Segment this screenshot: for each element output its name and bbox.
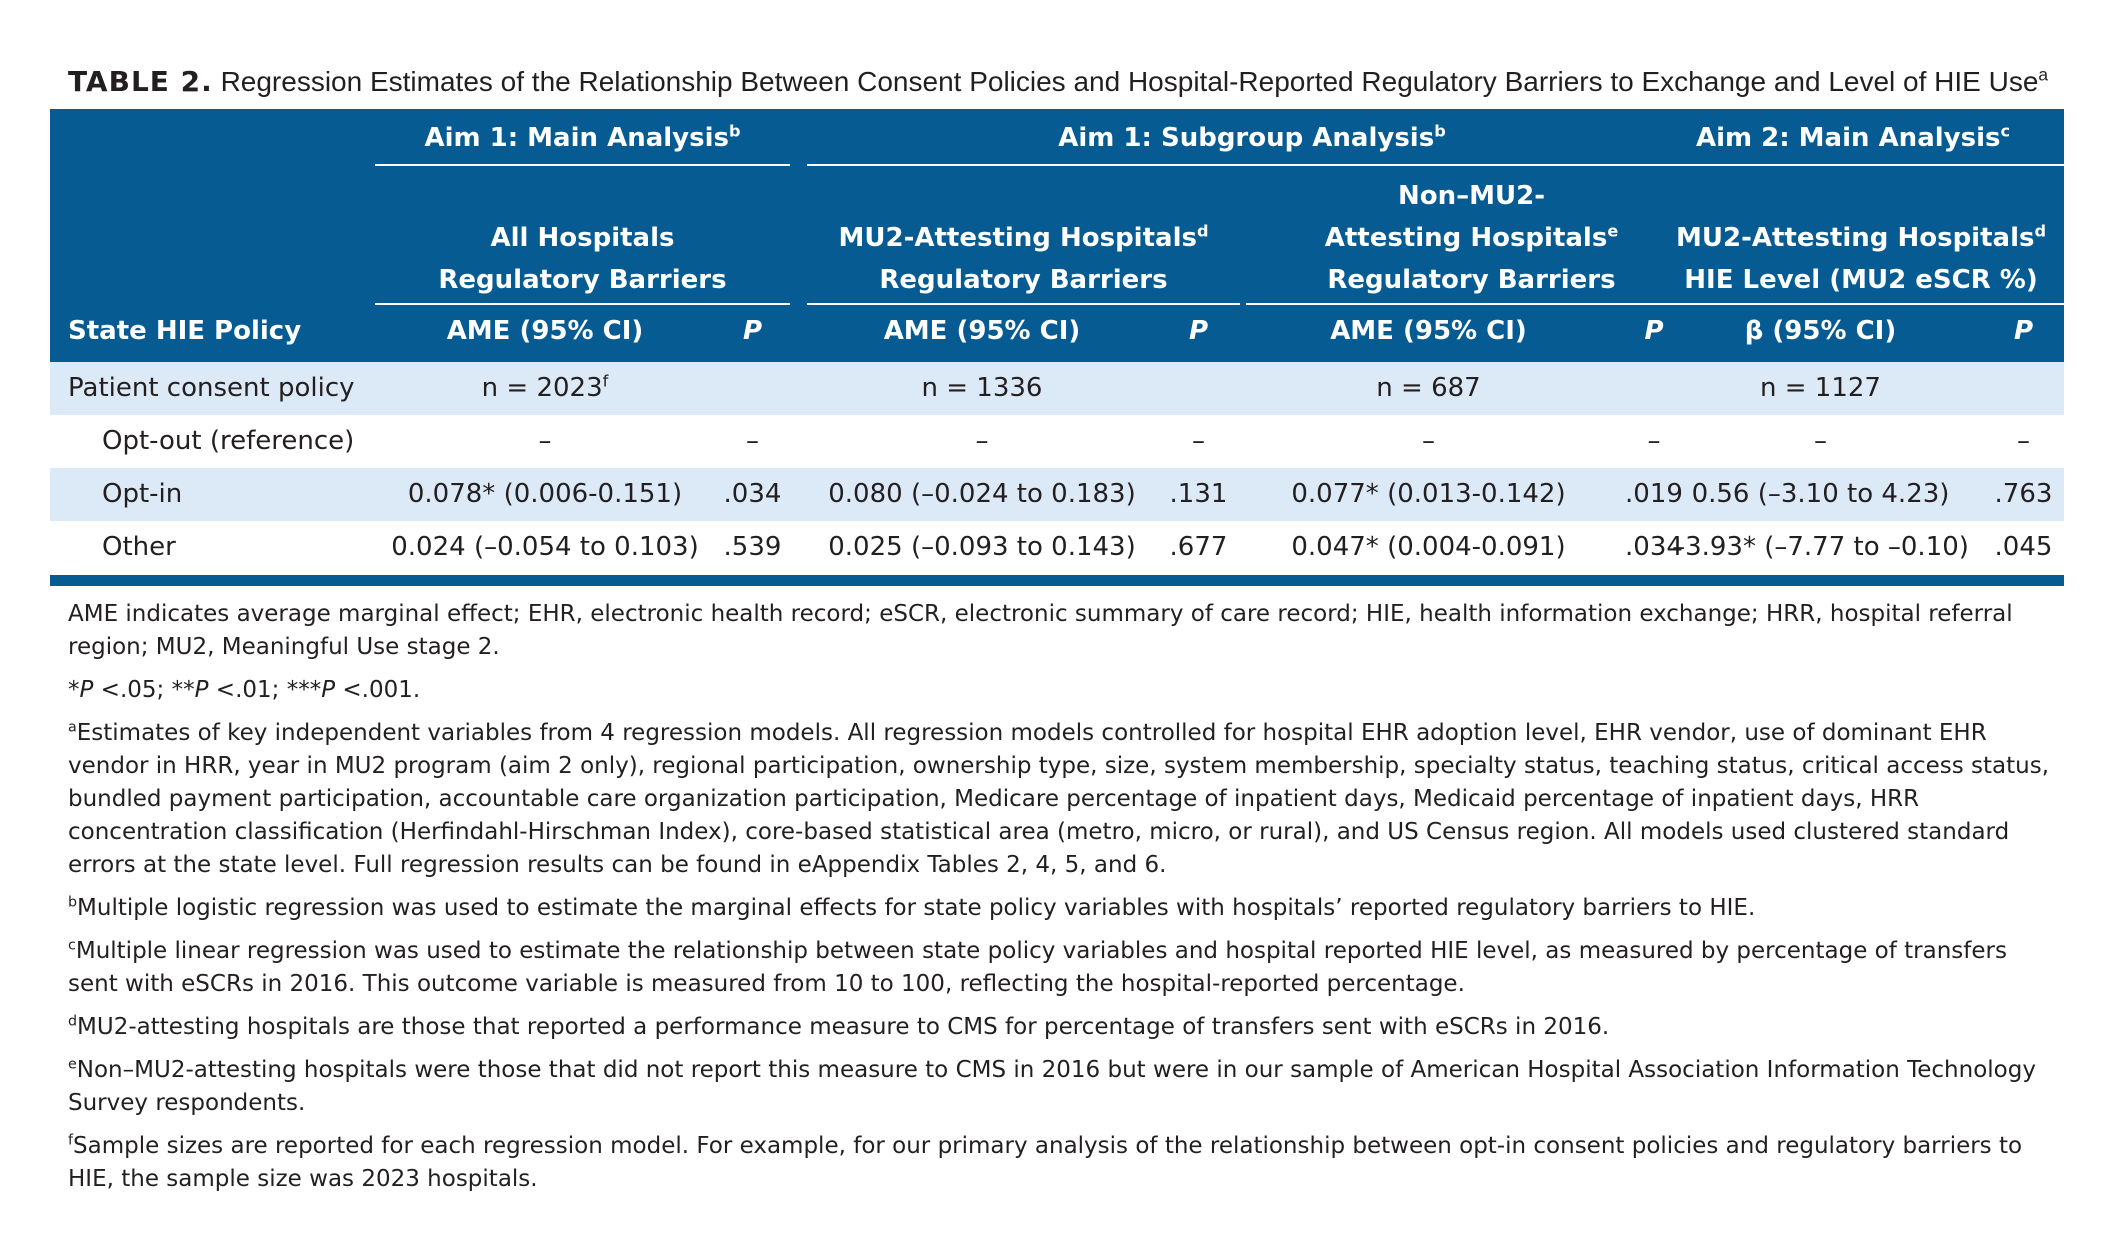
group-header-aim1-subgroup: Aim 1: Subgroup Analysis$^b$ bbox=[1058, 121, 1446, 153]
column-header-beta: β (95% CI) bbox=[1744, 316, 1897, 346]
sub-rule-1 bbox=[375, 303, 790, 305]
title-footnote-mark: a bbox=[2038, 64, 2049, 85]
estimate-cell: 0.077* (0.013-0.142) bbox=[1291, 479, 1566, 509]
footnote-a: $^a$Estimates of key independent variables from 4 regression models. All regression models controlled for hospital EHR adoption level, EHR vendor, use of dominant EHR vendor in HRR, year in MU2 program (aim 2 only), regional participation, ownership type, size, system membership, specialty status, teaching status, critical access status, bundled payment participation, accountable care organization participation, Medicare percentage of inpatient days, Medicaid percentage of inpatient days, HRR concentration classification (Herfindahl-Hirschman Index), core-based statistical area (metro, micro, or rural), and US Census region. All models used clustered standard errors at the state level. Full regression results can be found in eAppendix Tables 2, 4, 5, and 6. bbox=[68, 719, 2050, 878]
estimate-cell: 0.56 (–3.10 to 4.23) bbox=[1691, 479, 1950, 509]
p-value-cell: .677 bbox=[1169, 532, 1228, 562]
p-value-cell: .034 bbox=[723, 479, 782, 509]
table-row-other bbox=[50, 521, 2064, 574]
p-value-cell: .539 bbox=[723, 532, 782, 562]
column-header-p-1: P bbox=[742, 316, 763, 346]
estimate-cell: 0.024 (–0.054 to 0.103) bbox=[391, 532, 699, 562]
table-caption: Regression Estimates of the Relationship Between Consent Policies and Hospital-Reported Regulatory Barriers to Exchange and Level of HIE Use bbox=[220, 66, 2039, 97]
subheader-all-hospitals: All Hospitals Regulatory Barriers bbox=[438, 223, 727, 295]
estimate-cell: – bbox=[1814, 426, 1827, 456]
table-bottom-bar bbox=[50, 575, 2064, 586]
sub-rule-2 bbox=[807, 303, 1240, 305]
estimate-cell: – bbox=[1422, 426, 1435, 456]
column-header-state-hie-policy: State HIE Policy bbox=[68, 316, 302, 346]
row-label: Patient consent policy bbox=[68, 373, 355, 403]
estimate-cell: 0.080 (–0.024 to 0.183) bbox=[828, 479, 1136, 509]
estimate-cell: – bbox=[538, 426, 552, 456]
group-rule-3 bbox=[1658, 164, 2064, 166]
footnote-significance: *P <.05; **P <.01; ***P <.001. bbox=[68, 677, 421, 703]
column-header-ame-2: AME (95% CI) bbox=[883, 316, 1081, 346]
group-rule-1 bbox=[375, 164, 790, 166]
sample-size-cell: $n = 2023^f$ bbox=[481, 371, 609, 403]
group-rule-2 bbox=[807, 164, 1697, 166]
footnote-e: $^e$Non–MU2-attesting hospitals were those that did not report this measure to CMS in 2016 but were in our sample of American Hospital Association Information Technology Survey respondents. bbox=[68, 1056, 2036, 1116]
footnote-c: $^c$Multiple linear regression was used to estimate the relationship between state policy variables and hospital reported HIE level, as measured by percentage of transfers sent with eSCRs in 2016. This outcome variable is measured from 10 to 100, reflecting the hospital-reported percentage. bbox=[68, 937, 2007, 997]
estimate-cell: –3.93* (–7.77 to –0.10) bbox=[1672, 532, 1969, 562]
footnote-d: $^d$MU2-attesting hospitals are those that reported a performance measure to CMS for percentage of transfers sent with eSCRs in 2016. bbox=[68, 1013, 1610, 1040]
p-value-cell: – bbox=[746, 426, 759, 456]
table-row-opt-in bbox=[50, 468, 2064, 521]
sample-size-cell: n = 1127 bbox=[1760, 373, 1881, 403]
footnote-abbreviations: AME indicates average marginal effect; EHR, electronic health record; eSCR, electronic summary of care record; HIE, health information exchange; HRR, hospital referral region; MU2, Meaningful Use stage 2. bbox=[68, 601, 2013, 660]
subheader-mu2-attesting: MU2-Attesting Hospitals$^d$ Regulatory Barriers bbox=[838, 221, 1209, 295]
group-header-aim1-main: Aim 1: Main Analysis$^b$ bbox=[424, 121, 741, 153]
subheader-mu2-hie-level: MU2-Attesting Hospitals$^d$ HIE Level (MU2 eSCR %) bbox=[1676, 221, 2046, 295]
sample-size-cell: n = 687 bbox=[1376, 373, 1481, 403]
row-label: Other bbox=[102, 532, 176, 562]
group-header-aim2-main: Aim 2: Main Analysis$^c$ bbox=[1695, 121, 2011, 153]
footnote-f: $^f$Sample sizes are reported for each regression model. For example, for our primary analysis of the relationship between opt-in consent policies and regulatory barriers to HIE, the sample size was 2023 hospitals. bbox=[68, 1132, 2023, 1192]
p-value-cell: .019 bbox=[1625, 479, 1683, 509]
estimate-cell: 0.047* (0.004-0.091) bbox=[1291, 532, 1566, 562]
p-value-cell: .045 bbox=[1994, 532, 2053, 562]
table-row-patient-consent bbox=[50, 362, 2064, 415]
p-value-cell: – bbox=[2017, 426, 2030, 456]
column-header-p-3: P bbox=[1644, 316, 1664, 346]
estimate-cell: 0.025 (–0.093 to 0.143) bbox=[828, 532, 1136, 562]
table-footnotes bbox=[68, 598, 2058, 1206]
column-header-ame-1: AME (95% CI) bbox=[446, 316, 644, 346]
row-label: Opt-out (reference) bbox=[102, 426, 355, 456]
sub-rule-3 bbox=[1246, 303, 1697, 305]
p-value-cell: .034 bbox=[1625, 532, 1683, 562]
row-label: Opt-in bbox=[102, 479, 183, 509]
footnote-b: $^b$Multiple logistic regression was used to estimate the marginal effects for state policy variables with hospitals’ reported regulatory barriers to HIE. bbox=[68, 894, 1756, 921]
table-number: TABLE 2. bbox=[68, 65, 213, 98]
p-value-cell: .131 bbox=[1169, 479, 1228, 509]
p-value-cell: – bbox=[1192, 426, 1205, 456]
column-header-p-2: P bbox=[1188, 316, 1209, 346]
sub-rule-4 bbox=[1658, 303, 2064, 305]
estimate-cell: – bbox=[975, 426, 989, 456]
column-header-p-4: P bbox=[2013, 316, 2034, 346]
estimate-cell: 0.078* (0.006-0.151) bbox=[407, 479, 683, 509]
p-value-cell: – bbox=[1647, 426, 1661, 456]
column-header-ame-3: AME (95% CI) bbox=[1330, 316, 1527, 346]
table-header bbox=[50, 109, 2064, 362]
table-row-opt-out bbox=[50, 415, 2064, 468]
subheader-non-mu2-attesting: Non–MU2- Attesting Hospitals$^e$ Regulatory Barriers bbox=[1324, 181, 1619, 295]
p-value-cell: .763 bbox=[1994, 479, 2053, 509]
table-title bbox=[68, 62, 2058, 102]
sample-size-cell: n = 1336 bbox=[921, 373, 1043, 403]
